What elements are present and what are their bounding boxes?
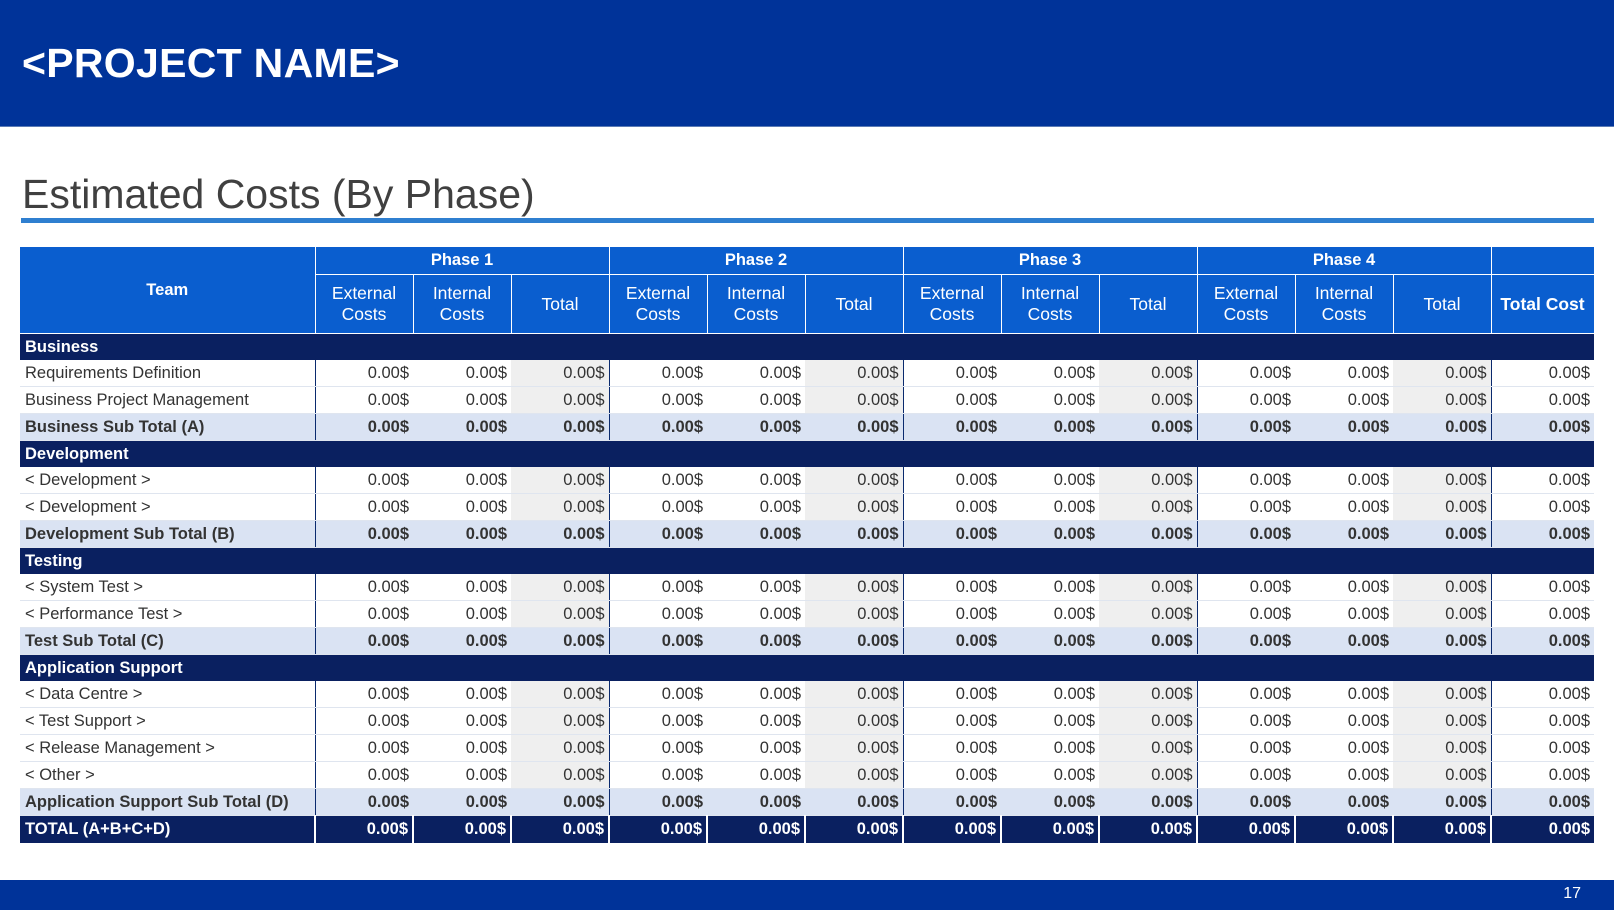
cost-cell: 0.00$ — [413, 360, 511, 387]
cost-cell: 0.00$ — [1197, 467, 1295, 494]
table-row — [20, 360, 1594, 387]
cost-cell: 0.00$ — [707, 467, 805, 494]
cost-cell: 0.00$ — [1491, 601, 1594, 628]
cost-cell: 0.00$ — [511, 762, 609, 789]
cost-cell: 0.00$ — [511, 708, 609, 735]
cost-cell: 0.00$ — [1491, 708, 1594, 735]
column-header: Internal Costs — [1295, 275, 1393, 334]
cost-cell: 0.00$ — [511, 681, 609, 708]
cost-cell: 0.00$ — [413, 681, 511, 708]
cost-cell: 0.00$ — [1393, 414, 1491, 441]
cost-cell: 0.00$ — [413, 521, 511, 548]
cost-cell: 0.00$ — [707, 816, 805, 844]
cost-cell: 0.00$ — [315, 789, 413, 816]
cost-cell: 0.00$ — [413, 494, 511, 521]
cost-cell: 0.00$ — [1099, 816, 1197, 844]
cost-cell: 0.00$ — [413, 762, 511, 789]
cost-cell: 0.00$ — [805, 789, 903, 816]
cost-cell: 0.00$ — [1001, 816, 1099, 844]
cost-cell: 0.00$ — [707, 414, 805, 441]
cost-cell: 0.00$ — [1001, 601, 1099, 628]
cost-cell: 0.00$ — [1197, 708, 1295, 735]
cost-cell: 0.00$ — [413, 574, 511, 601]
section-title-cell: Development — [20, 441, 1594, 468]
row-label: Business Project Management — [20, 387, 315, 414]
cost-cell: 0.00$ — [511, 816, 609, 844]
cost-cell: 0.00$ — [1393, 789, 1491, 816]
section-title-cell: Business — [20, 334, 1594, 361]
cost-cell: 0.00$ — [315, 628, 413, 655]
row-label: < Test Support > — [20, 708, 315, 735]
cost-cell: 0.00$ — [1295, 574, 1393, 601]
row-label: < Data Centre > — [20, 681, 315, 708]
cost-table-container — [20, 247, 1594, 843]
column-header: Internal Costs — [1001, 275, 1099, 334]
cost-cell: 0.00$ — [1197, 762, 1295, 789]
cost-cell: 0.00$ — [511, 789, 609, 816]
cost-cell: 0.00$ — [1491, 521, 1594, 548]
cost-cell: 0.00$ — [1491, 494, 1594, 521]
column-header: External Costs — [609, 275, 707, 334]
title-divider — [21, 218, 1594, 223]
cost-cell: 0.00$ — [707, 494, 805, 521]
cost-cell: 0.00$ — [805, 762, 903, 789]
phase-header: Phase 4 — [1197, 247, 1491, 275]
cost-cell: 0.00$ — [315, 681, 413, 708]
cost-cell: 0.00$ — [413, 735, 511, 762]
cost-cell: 0.00$ — [805, 494, 903, 521]
cost-cell: 0.00$ — [1393, 628, 1491, 655]
cost-cell: 0.00$ — [1001, 521, 1099, 548]
section-row — [20, 441, 1594, 468]
cost-cell: 0.00$ — [413, 789, 511, 816]
cost-cell: 0.00$ — [707, 735, 805, 762]
cost-cell: 0.00$ — [1295, 521, 1393, 548]
cost-cell: 0.00$ — [511, 414, 609, 441]
cost-cell: 0.00$ — [903, 387, 1001, 414]
cost-cell: 0.00$ — [1197, 574, 1295, 601]
cost-cell: 0.00$ — [1295, 414, 1393, 441]
header-band — [0, 0, 1614, 127]
cost-cell: 0.00$ — [707, 601, 805, 628]
cost-cell: 0.00$ — [805, 681, 903, 708]
page-number: 17 — [1563, 885, 1581, 902]
column-header: Total — [1393, 275, 1491, 334]
cost-cell: 0.00$ — [413, 708, 511, 735]
section-title-cell: Application Support — [20, 655, 1594, 682]
cost-cell: 0.00$ — [511, 628, 609, 655]
cost-cell: 0.00$ — [315, 494, 413, 521]
cost-cell: 0.00$ — [903, 521, 1001, 548]
cost-cell: 0.00$ — [805, 628, 903, 655]
cost-cell: 0.00$ — [511, 601, 609, 628]
cost-cell: 0.00$ — [707, 574, 805, 601]
cost-cell: 0.00$ — [1295, 628, 1393, 655]
table-row — [20, 467, 1594, 494]
cost-cell: 0.00$ — [1393, 574, 1491, 601]
cost-cell: 0.00$ — [805, 387, 903, 414]
cost-cell: 0.00$ — [903, 762, 1001, 789]
cost-cell: 0.00$ — [903, 467, 1001, 494]
table-row — [20, 681, 1594, 708]
subtotal-row — [20, 414, 1594, 441]
cost-cell: 0.00$ — [805, 735, 903, 762]
cost-cell: 0.00$ — [1001, 360, 1099, 387]
cost-cell: 0.00$ — [903, 601, 1001, 628]
cost-cell: 0.00$ — [1295, 708, 1393, 735]
cost-cell: 0.00$ — [707, 789, 805, 816]
cost-cell: 0.00$ — [315, 414, 413, 441]
cost-cell: 0.00$ — [1197, 816, 1295, 844]
footer-band — [0, 880, 1614, 910]
cost-cell: 0.00$ — [707, 681, 805, 708]
table-row — [20, 387, 1594, 414]
column-header: External Costs — [1197, 275, 1295, 334]
cost-cell: 0.00$ — [1393, 467, 1491, 494]
table-row — [20, 574, 1594, 601]
cost-cell: 0.00$ — [1001, 681, 1099, 708]
cost-cell: 0.00$ — [1295, 360, 1393, 387]
column-header: Internal Costs — [707, 275, 805, 334]
cost-cell: 0.00$ — [903, 628, 1001, 655]
cost-cell: 0.00$ — [903, 360, 1001, 387]
cost-cell: 0.00$ — [1491, 735, 1594, 762]
cost-cell: 0.00$ — [609, 521, 707, 548]
cost-cell: 0.00$ — [1099, 574, 1197, 601]
subtotal-row — [20, 521, 1594, 548]
subtotal-row — [20, 628, 1594, 655]
cost-cell: 0.00$ — [413, 467, 511, 494]
cost-cell: 0.00$ — [1393, 360, 1491, 387]
cost-cell: 0.00$ — [1099, 681, 1197, 708]
cost-cell: 0.00$ — [1197, 494, 1295, 521]
cost-cell: 0.00$ — [315, 816, 413, 844]
cost-cell: 0.00$ — [1197, 601, 1295, 628]
cost-cell: 0.00$ — [1099, 708, 1197, 735]
cost-cell: 0.00$ — [805, 414, 903, 441]
cost-cell: 0.00$ — [1393, 494, 1491, 521]
section-row — [20, 334, 1594, 361]
cost-cell: 0.00$ — [1491, 816, 1594, 844]
cost-cell: 0.00$ — [1393, 816, 1491, 844]
row-label: TOTAL (A+B+C+D) — [20, 816, 315, 844]
table-row — [20, 735, 1594, 762]
cost-cell: 0.00$ — [1491, 628, 1594, 655]
cost-cell: 0.00$ — [1295, 735, 1393, 762]
row-label: Development Sub Total (B) — [20, 521, 315, 548]
cost-cell: 0.00$ — [315, 467, 413, 494]
cost-cell: 0.00$ — [1491, 681, 1594, 708]
cost-cell: 0.00$ — [1393, 735, 1491, 762]
cost-cell: 0.00$ — [903, 414, 1001, 441]
cost-cell: 0.00$ — [1491, 414, 1594, 441]
team-header: Team — [20, 247, 315, 334]
cost-cell: 0.00$ — [903, 494, 1001, 521]
cost-cell: 0.00$ — [1491, 574, 1594, 601]
cost-cell: 0.00$ — [511, 735, 609, 762]
cost-cell: 0.00$ — [1099, 387, 1197, 414]
cost-cell: 0.00$ — [1001, 387, 1099, 414]
column-header: Total — [511, 275, 609, 334]
cost-cell: 0.00$ — [511, 574, 609, 601]
cost-cell: 0.00$ — [1197, 387, 1295, 414]
cost-cell: 0.00$ — [903, 681, 1001, 708]
cost-cell: 0.00$ — [413, 414, 511, 441]
cost-cell: 0.00$ — [1295, 494, 1393, 521]
row-label: Business Sub Total (A) — [20, 414, 315, 441]
cost-cell: 0.00$ — [1491, 467, 1594, 494]
row-label: < Release Management > — [20, 735, 315, 762]
column-header: Total — [1099, 275, 1197, 334]
cost-cell: 0.00$ — [1099, 762, 1197, 789]
cost-cell: 0.00$ — [1001, 494, 1099, 521]
row-label: Requirements Definition — [20, 360, 315, 387]
cost-cell: 0.00$ — [511, 387, 609, 414]
cost-cell: 0.00$ — [707, 387, 805, 414]
cost-cell: 0.00$ — [1197, 414, 1295, 441]
cost-cell: 0.00$ — [707, 762, 805, 789]
cost-cell: 0.00$ — [609, 360, 707, 387]
cost-cell: 0.00$ — [609, 467, 707, 494]
cost-cell: 0.00$ — [1491, 789, 1594, 816]
cost-cell: 0.00$ — [903, 708, 1001, 735]
cost-cell: 0.00$ — [1197, 681, 1295, 708]
cost-cell: 0.00$ — [1197, 628, 1295, 655]
cost-cell: 0.00$ — [413, 816, 511, 844]
cost-cell: 0.00$ — [1001, 735, 1099, 762]
cost-cell: 0.00$ — [1099, 414, 1197, 441]
cost-cell: 0.00$ — [805, 521, 903, 548]
column-header: Total — [805, 275, 903, 334]
cost-cell: 0.00$ — [903, 816, 1001, 844]
cost-cell: 0.00$ — [903, 789, 1001, 816]
cost-cell: 0.00$ — [805, 708, 903, 735]
phase-header-blank — [1491, 247, 1594, 275]
cost-cell: 0.00$ — [413, 628, 511, 655]
cost-cell: 0.00$ — [1197, 789, 1295, 816]
cost-cell: 0.00$ — [315, 601, 413, 628]
cost-cell: 0.00$ — [609, 735, 707, 762]
cost-cell: 0.00$ — [1393, 708, 1491, 735]
cost-cell: 0.00$ — [1099, 494, 1197, 521]
cost-cell: 0.00$ — [1001, 574, 1099, 601]
column-header: External Costs — [903, 275, 1001, 334]
section-title-cell: Testing — [20, 548, 1594, 575]
cost-cell: 0.00$ — [609, 681, 707, 708]
cost-cell: 0.00$ — [1001, 414, 1099, 441]
cost-cell: 0.00$ — [413, 601, 511, 628]
column-header: External Costs — [315, 275, 413, 334]
cost-cell: 0.00$ — [1295, 387, 1393, 414]
cost-cell: 0.00$ — [1197, 360, 1295, 387]
cost-cell: 0.00$ — [1099, 360, 1197, 387]
cost-cell: 0.00$ — [511, 360, 609, 387]
cost-cell: 0.00$ — [903, 735, 1001, 762]
cost-cell: 0.00$ — [609, 387, 707, 414]
cost-cell: 0.00$ — [609, 708, 707, 735]
cost-cell: 0.00$ — [1099, 628, 1197, 655]
cost-cell: 0.00$ — [1295, 816, 1393, 844]
cost-cell: 0.00$ — [511, 494, 609, 521]
row-label: Application Support Sub Total (D) — [20, 789, 315, 816]
subtotal-row — [20, 789, 1594, 816]
row-label: < Performance Test > — [20, 601, 315, 628]
table-row — [20, 601, 1594, 628]
cost-cell: 0.00$ — [315, 574, 413, 601]
cost-cell: 0.00$ — [1099, 789, 1197, 816]
cost-cell: 0.00$ — [315, 762, 413, 789]
table-body — [20, 334, 1594, 844]
grand-total-row — [20, 816, 1594, 844]
cost-cell: 0.00$ — [1001, 789, 1099, 816]
phase-header: Phase 3 — [903, 247, 1197, 275]
section-row — [20, 655, 1594, 682]
cost-cell: 0.00$ — [609, 414, 707, 441]
cost-cell: 0.00$ — [1393, 601, 1491, 628]
cost-cell: 0.00$ — [609, 601, 707, 628]
cost-cell: 0.00$ — [609, 628, 707, 655]
cost-cell: 0.00$ — [511, 521, 609, 548]
cost-cell: 0.00$ — [315, 387, 413, 414]
table-row — [20, 708, 1594, 735]
cost-cell: 0.00$ — [609, 816, 707, 844]
section-title: Estimated Costs (By Phase) — [22, 171, 535, 217]
cost-cell: 0.00$ — [1295, 762, 1393, 789]
cost-cell: 0.00$ — [1099, 601, 1197, 628]
total-cost-header: Total Cost — [1491, 275, 1594, 334]
cost-cell: 0.00$ — [707, 360, 805, 387]
cost-cell: 0.00$ — [1393, 762, 1491, 789]
cost-cell: 0.00$ — [609, 494, 707, 521]
section-row — [20, 548, 1594, 575]
cost-cell: 0.00$ — [707, 628, 805, 655]
cost-cell: 0.00$ — [1295, 789, 1393, 816]
table-row — [20, 762, 1594, 789]
cost-cell: 0.00$ — [805, 601, 903, 628]
cost-cell: 0.00$ — [1001, 762, 1099, 789]
cost-cell: 0.00$ — [511, 467, 609, 494]
cost-cell: 0.00$ — [1491, 387, 1594, 414]
cost-cell: 0.00$ — [1001, 467, 1099, 494]
cost-cell: 0.00$ — [609, 762, 707, 789]
cost-cell: 0.00$ — [1295, 467, 1393, 494]
cost-cell: 0.00$ — [1295, 601, 1393, 628]
cost-cell: 0.00$ — [315, 521, 413, 548]
row-label: < Development > — [20, 467, 315, 494]
cost-cell: 0.00$ — [903, 574, 1001, 601]
phase-header: Phase 2 — [609, 247, 903, 275]
table-row — [20, 494, 1594, 521]
cost-cell: 0.00$ — [805, 360, 903, 387]
row-label: Test Sub Total (C) — [20, 628, 315, 655]
cost-cell: 0.00$ — [1491, 360, 1594, 387]
row-label: < Other > — [20, 762, 315, 789]
cost-cell: 0.00$ — [1393, 387, 1491, 414]
cost-cell: 0.00$ — [1197, 521, 1295, 548]
cost-cell: 0.00$ — [1001, 708, 1099, 735]
cost-cell: 0.00$ — [1491, 762, 1594, 789]
cost-cell: 0.00$ — [707, 521, 805, 548]
cost-cell: 0.00$ — [1295, 681, 1393, 708]
cost-cell: 0.00$ — [805, 467, 903, 494]
column-header: Internal Costs — [413, 275, 511, 334]
cost-cell: 0.00$ — [805, 574, 903, 601]
cost-cell: 0.00$ — [315, 735, 413, 762]
cost-cell: 0.00$ — [1393, 681, 1491, 708]
project-name: <PROJECT NAME> — [22, 40, 400, 86]
cost-cell: 0.00$ — [413, 387, 511, 414]
cost-cell: 0.00$ — [1001, 628, 1099, 655]
cost-table — [20, 247, 1595, 843]
cost-cell: 0.00$ — [609, 574, 707, 601]
cost-cell: 0.00$ — [805, 816, 903, 844]
row-label: < Development > — [20, 494, 315, 521]
cost-cell: 0.00$ — [1197, 735, 1295, 762]
cost-cell: 0.00$ — [609, 789, 707, 816]
cost-cell: 0.00$ — [1393, 521, 1491, 548]
cost-cell: 0.00$ — [315, 708, 413, 735]
cost-cell: 0.00$ — [1099, 521, 1197, 548]
phase-header: Phase 1 — [315, 247, 609, 275]
row-label: < System Test > — [20, 574, 315, 601]
cost-cell: 0.00$ — [315, 360, 413, 387]
cost-cell: 0.00$ — [1099, 467, 1197, 494]
cost-cell: 0.00$ — [1099, 735, 1197, 762]
cost-cell: 0.00$ — [707, 708, 805, 735]
